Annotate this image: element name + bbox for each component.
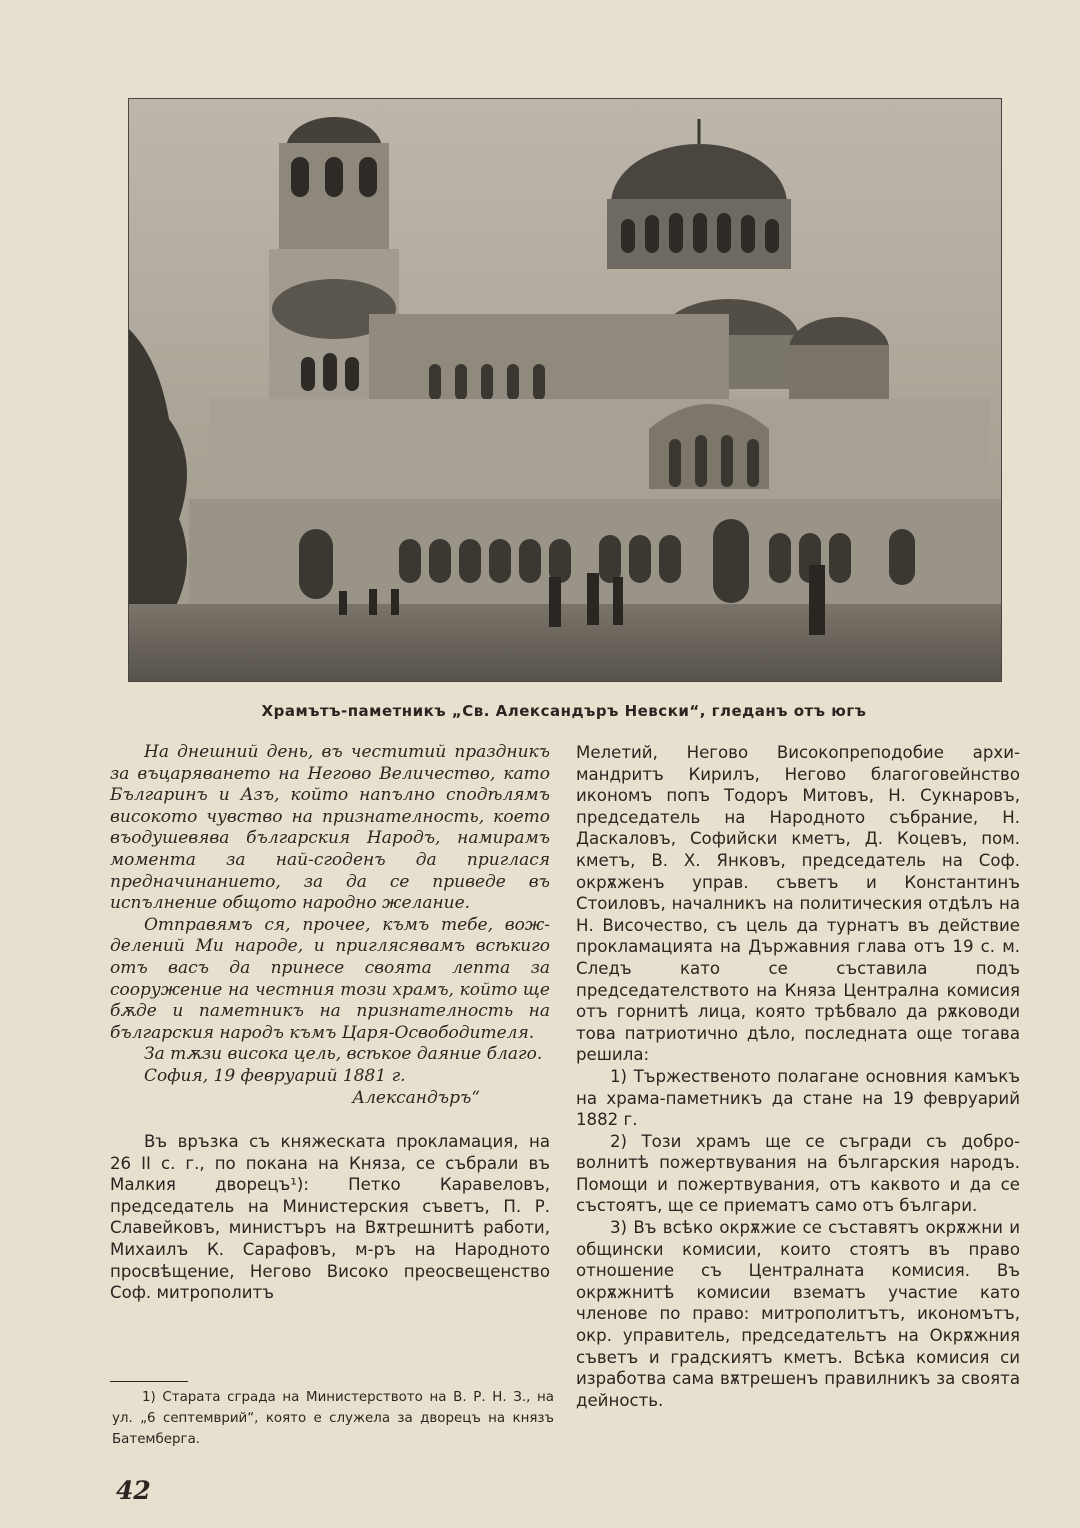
- body-paragraph: Мелетий, Негово Високопреподобие архимандритъ Кирилъ, Негово благоговейнство икономъ попъ Тодоръ Митовъ, Н. Сукнаровъ, председатель на Народното събрание, Н. Даскаловъ, Софийски кметъ, Д. Коцевъ, пом. кметъ, В. Х. Янковъ, председатель на Соф. окрѫженъ управ. съветъ и Константинъ Стоиловъ, началникъ на политическия отдѣлъ на Н. Височество, съ цель да турнатъ въ действие прокламацията на Държавния глава отъ 19 с. м. Следъ като се съставила подъ председателството на Княза Централна комисия отъ горнитѣ лица, която трѣбвало да рѫководи това патриотично дѣло, последната още тогава решила:: [576, 743, 1020, 1065]
- left-column: [110, 742, 550, 1304]
- cathedral-photo: [128, 98, 1002, 682]
- resolution-point: 3) Въ всѣко окрѫжие се съставятъ окрѫжни и общински комисии, които стоятъ въ право отношение съ Централната комисия. Въ окрѫжнитѣ комисии взематъ участие като членове по право: митрополитътъ, икономътъ, окр. управитель, председательтъ на Окрѫжния съветъ и градскиятъ кметъ. Всѣка комисия си изработва сама вѫтрешенъ правилникъ за своята дейность.: [576, 1218, 1020, 1410]
- body-paragraph: Въ връзка съ княжеската прокламация, на 26 II с. г., по покана на Княза, се събрали въ Малкия дворецъ¹): Петко Каравеловъ, председатель на Министерския съветъ, П. Р. Славейковъ, министъръ на Вѫтрешнитѣ работи, Михаилъ К. Сарафовъ, м-ръ на Народното просвѣщение, Негово Високо преосвещенство Соф. митрополитъ: [110, 1132, 550, 1303]
- photo-caption: Храмътъ-паметникъ „Св. Александъръ Невски“, гледанъ отъ югъ: [261, 702, 867, 720]
- resolution-point: 2) Този храмъ ще се съгради съ доброволнитѣ пожертвувания на българския народъ. Помощи и пожертвувания, отъ каквото и да се състоятъ, ще се приематъ само отъ българи.: [576, 1131, 1020, 1216]
- footnote-marker: 1): [142, 1390, 156, 1405]
- spacer: [110, 1109, 550, 1131]
- footnote-rule: [110, 1381, 188, 1382]
- footnote-text: Старата сграда на Министерството на В. Р. Н. З., на ул. „6 септемврий“, която е служела за дворецъ на князъ Батемберга.: [112, 1390, 554, 1447]
- resolution-point: 1) Тържественото полагане основния камъкъ на храма-паметникъ да стане на 19 февруарий 1882 г.: [576, 1066, 1020, 1130]
- proclamation-place-date: София, 19 февруарий 1881 г.: [144, 1065, 406, 1086]
- proclamation-signature: Александъръ“: [352, 1087, 480, 1108]
- proclamation-paragraph: Отправямъ ся, прочее, къмъ тебе, вожделений Ми народе, и приглясявамъ всѣкиго отъ васъ да принесе своята лепта за сооружение на честния този храмъ, който ще бѫде и паметникъ на признателность на българския народъ къмъ Царя-Освободителя.: [110, 914, 550, 1043]
- page-number: 42: [116, 1476, 151, 1505]
- proclamation-paragraph: На днешний день, въ честитий праздникъ за въцаряването на Негово Величество, като Българинъ и Азъ, който напълно сподѣлямъ високото чувство на признателность, което въодушевява българския Народъ, намирамъ момента за най-сгоденъ да приглася предначинанието, за да се приведе въ испълнение общото народно желание.: [110, 742, 550, 914]
- right-column: [576, 742, 1020, 1411]
- footnote: [112, 1387, 554, 1450]
- proclamation-paragraph: За тѫзи висока цель, всѣкое даяние благо.: [144, 1044, 543, 1065]
- cathedral-illustration: [129, 99, 1001, 681]
